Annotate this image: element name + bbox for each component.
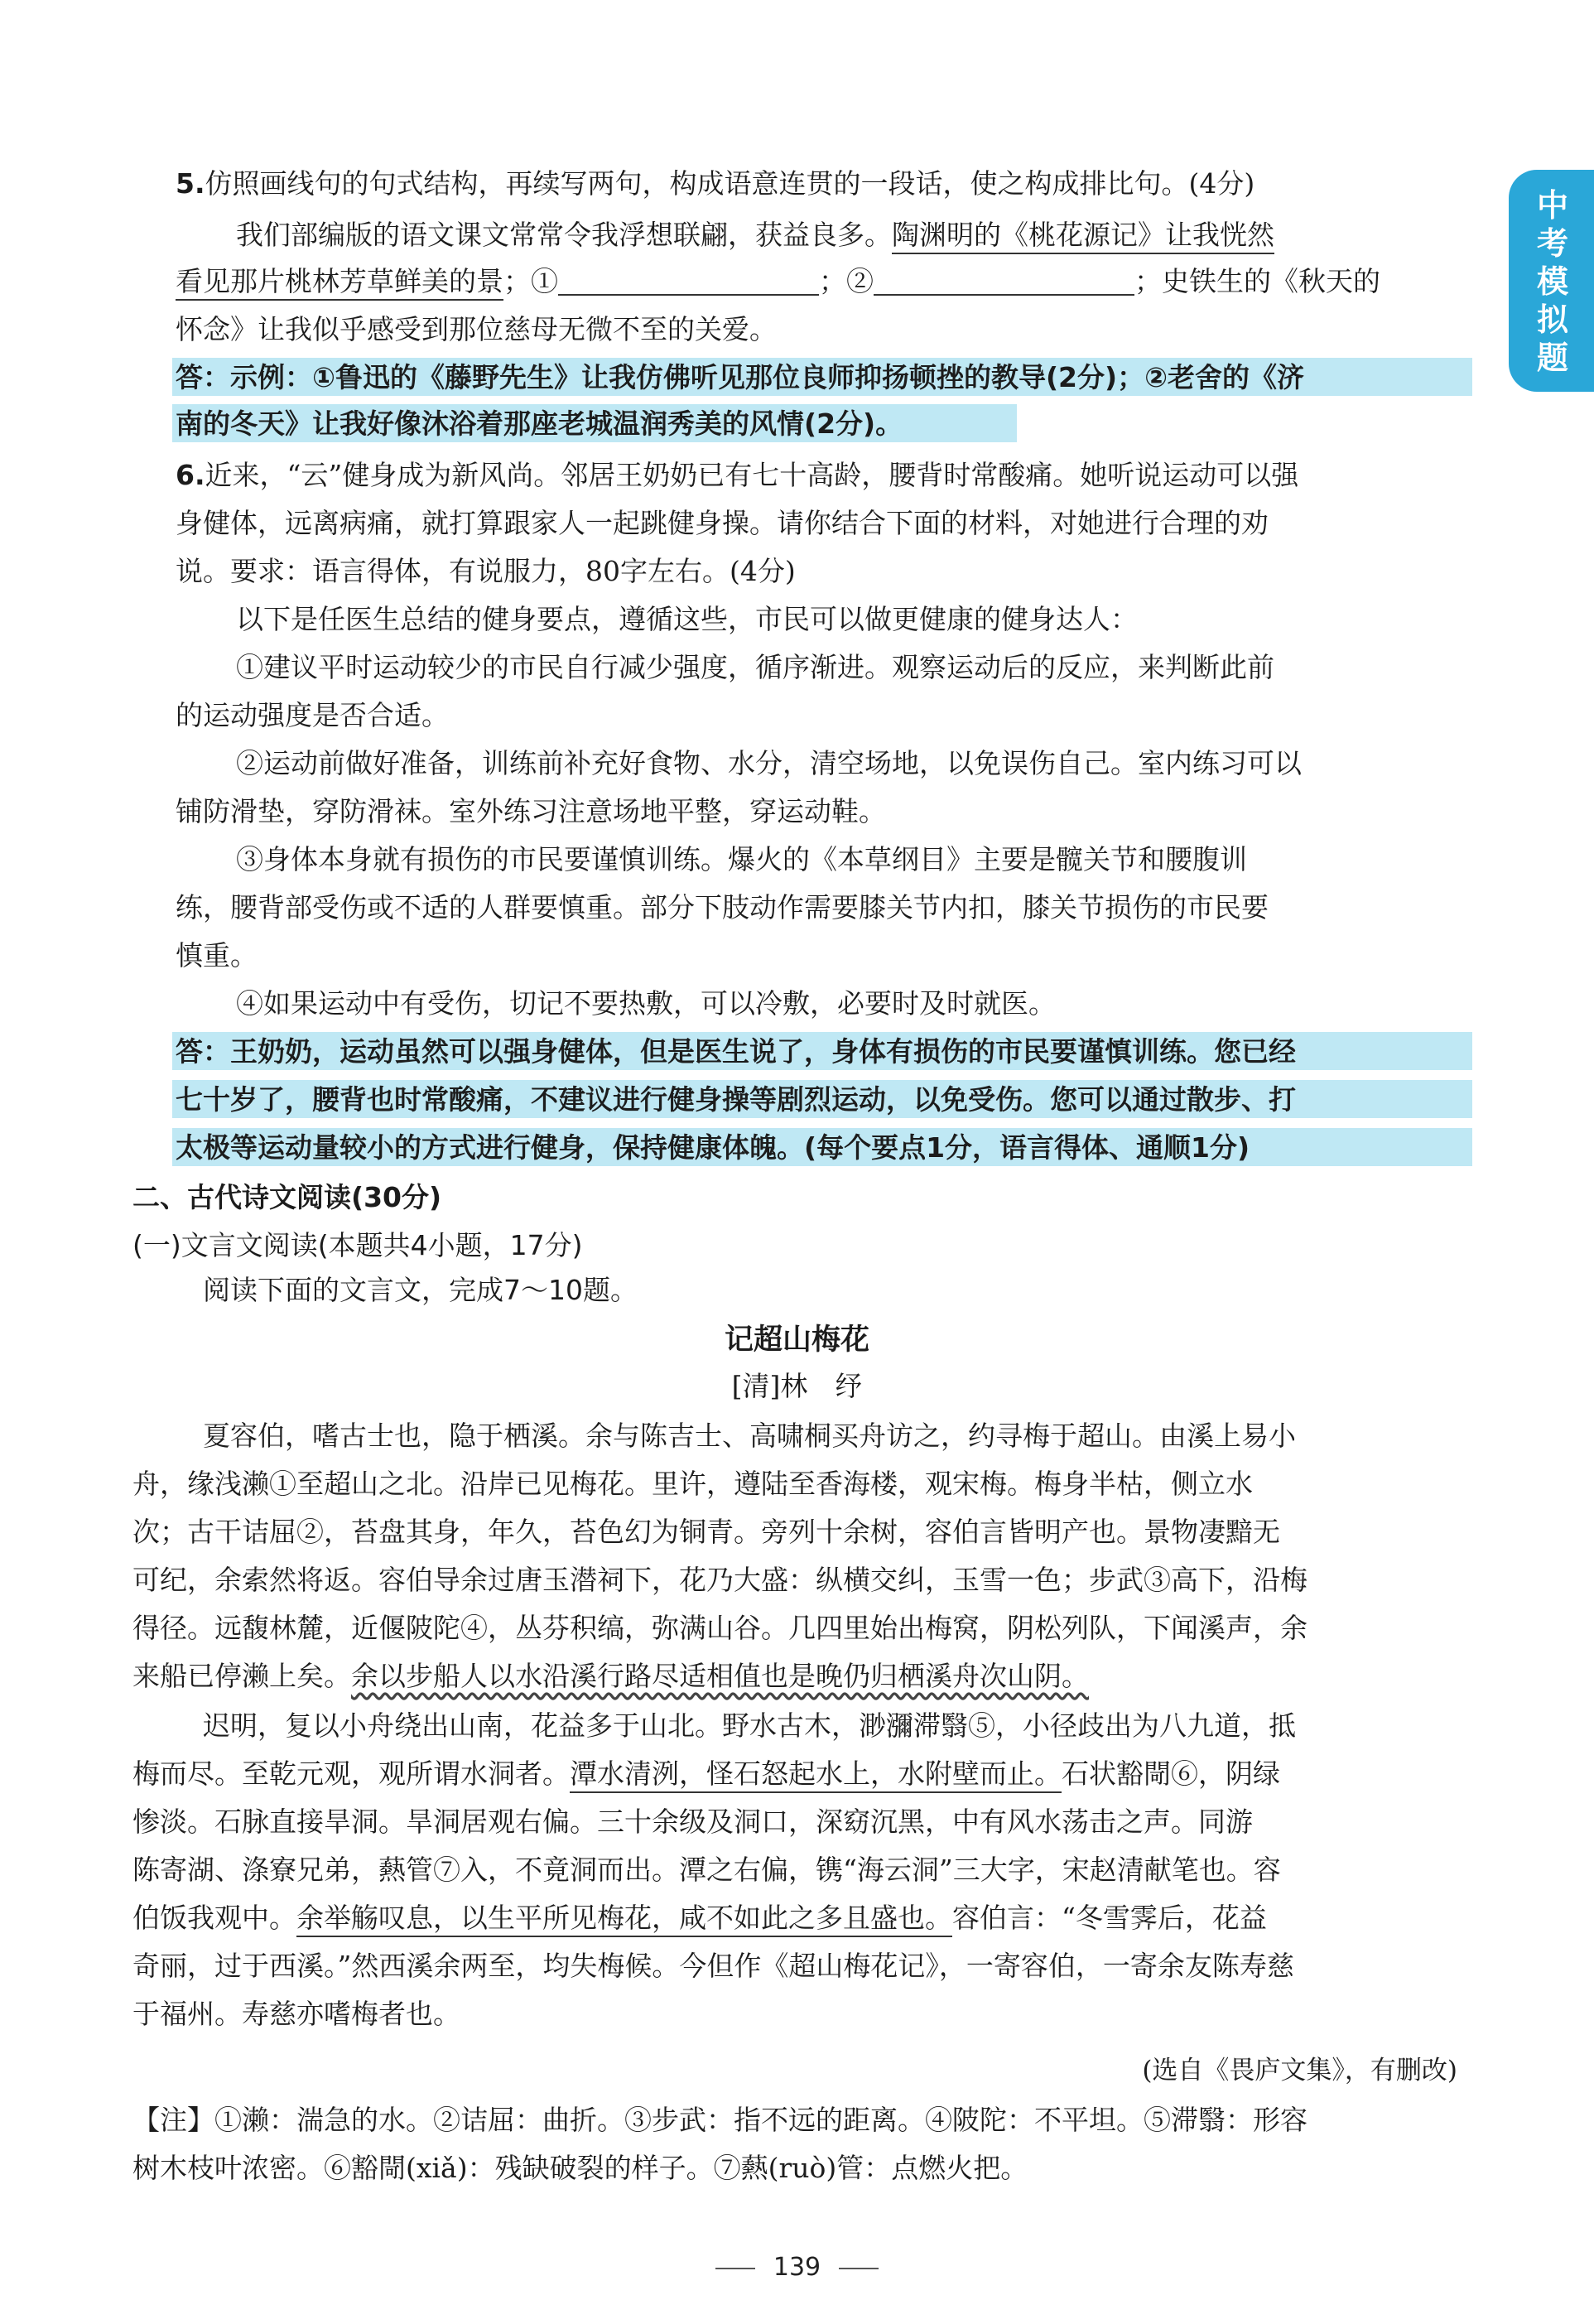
passage-p2-l6: 奇丽，过于西溪。”然西溪余两至，均失梅候。今但作《超山梅花记》，一寄容伯，一寄余友陈寿慈: [132, 1950, 1294, 1982]
q5-body1: 我们部编版的语文课文常常令我浮想联翩，获益良多。: [236, 219, 892, 251]
q6-line2: 身健体，远离病痛，就打算跟家人一起跳健身操。请你结合下面的材料，对她进行合理的劝: [176, 507, 1269, 539]
passage-p2-l5c: 容伯言：“冬雪霁后，花益: [952, 1902, 1267, 1934]
passage-p2-l7: 于福州。寿慈亦嗜梅者也。: [132, 1998, 460, 2030]
q5-answer-line1: 答：示例：①鲁迅的《藤野先生》让我仿佛听见那位良师抑扬顿挫的教导(2分)；②老舍的《济: [176, 361, 1305, 393]
page-number-dash-right: [839, 2268, 879, 2269]
section2-instruction: 阅读下面的文言文，完成7～10题。: [203, 1274, 638, 1306]
passage-p2-l2: [132, 1753, 1280, 1796]
q6-material-1a: ①建议平时运动较少的市民自行减少强度，循序渐进。观察运动后的反应，来判断此前: [236, 651, 1274, 683]
passage-p2-l5: [132, 1897, 1267, 1940]
q6-material-3c: 慎重。: [176, 939, 258, 972]
passage-p2-underlined-2: 余举觞叹息，以生平所见梅花，咸不如此之多且盛也。: [296, 1902, 952, 1937]
passage-p2-l3: 惨淡。石脉直接旱洞。旱洞居观右偏。三十余级及洞口，深窈沉黑，中有风水荡击之声。同游: [132, 1806, 1253, 1838]
q6-line3: 说。要求：语言得体，有说服力，80字左右。(4分): [176, 555, 796, 587]
passage-p1-l5: 得径。远馥林麓，近偃陂陀④，丛芬积缟，弥满山谷。几四里始出梅窝，阴松列队，下闻溪声，余: [132, 1612, 1307, 1644]
q6-line1: [176, 454, 1298, 497]
side-tab-char: 考: [1536, 225, 1568, 262]
page-number: [0, 2253, 1594, 2282]
q6-answer-line1: 答：王奶奶，运动虽然可以强身健体，但是医生说了，身体有损伤的市民要谨慎训练。您已经: [176, 1035, 1296, 1068]
notes-line2: 树木枝叶浓密。⑥豁閜(xiǎ)：残缺破裂的样子。⑦爇(ruò)管：点燃火把。: [132, 2152, 1028, 2184]
passage-p2-underlined-1: 潭水清洌，怪石怒起水上，水附壁而止。: [570, 1757, 1062, 1793]
passage-source: (选自《畏庐文集》，有删改): [1142, 2056, 1457, 2085]
q6-material-intro: 以下是任医生总结的健身要点，遵循这些，市民可以做更健康的健身达人：: [236, 603, 1138, 635]
q6-answer-line2: 七十岁了，腰背也时常酸痛，不建议进行健身操等剧烈运动，以免受伤。您可以通过散步、打: [176, 1083, 1296, 1116]
passage-title: 记超山梅花: [724, 1324, 869, 1357]
passage-p2-l5a: 伯饭我观中。: [132, 1902, 296, 1934]
passage-p2-l4: 陈寄湖、涤寮兄弟，爇管⑦入，不竟洞而出。潭之右偏，镌“海云洞”三大字，宋赵清献笔也。容: [132, 1854, 1281, 1886]
q5-body-line3: 怀念》让我似乎感受到那位慈母无微不至的关爱。: [176, 313, 777, 345]
passage-p2-l2a: 梅而尽。至乾元观，观所谓水洞者。: [132, 1757, 570, 1790]
side-tab-char: 题: [1536, 340, 1568, 376]
q6-material-4: ④如果运动中有受伤，切记不要热敷，可以冷敷，必要时及时就医。: [236, 987, 1056, 1020]
passage-p2-l1: 迟明，复以小舟绕出山南，花益多于山北。野水古木，渺瀰滞翳⑤，小径歧出为八九道，抵: [203, 1709, 1296, 1742]
passage-p1-l4: 可纪，余索然将返。容伯导余过唐玉潜祠下，花乃大盛：纵横交纠，玉雪一色；步武③高下，沿梅: [132, 1564, 1307, 1596]
section2-heading: 二、古代诗文阅读(30分): [132, 1181, 442, 1213]
q5-body1-underlined: 陶渊明的《桃花源记》让我恍然: [892, 219, 1274, 254]
q5-prompt: 仿照画线句的句式结构，再续写两句，构成语意连贯的一段话，使之构成排比句。(4分): [205, 167, 1255, 200]
q5-number: 5.: [176, 167, 205, 200]
passage-p1-l1: 夏容伯，嗜古士也，隐于栖溪。余与陈吉士、高啸桐买舟访之，约寻梅于超山。由溪上易小: [203, 1420, 1296, 1452]
q6-answer-line3: 太极等运动量较小的方式进行健身，保持健康体魄。(每个要点1分，语言得体、通顺1分): [176, 1131, 1250, 1164]
q6-material-3b: 练，腰背部受伤或不适的人群要慎重。部分下肢动作需要膝关节内扣，膝关节损伤的市民要: [176, 891, 1269, 923]
q5-body2-end: ；史铁生的《秋天的: [1134, 265, 1380, 297]
q6-number: 6.: [176, 459, 205, 491]
side-tab-char: 中: [1536, 187, 1568, 224]
passage-author: [清]林 纾: [731, 1370, 863, 1402]
q5-blank1-label: ；①: [503, 265, 558, 297]
passage-p1-wavy-sentence: 余以步船人以水沿溪行路尽适相值也是晚仍归栖溪舟次山阴。: [351, 1660, 1089, 1692]
page-number-dash-left: [715, 2268, 755, 2269]
passage-p2-l2c: 石状豁閜⑥，阴绿: [1062, 1757, 1280, 1790]
page-number-text: 139: [773, 2253, 821, 2282]
passage-p1-l6: [132, 1655, 1089, 1698]
passage-p1-l3: 次；古干诘屈②，苔盘其身，年久，苔色幻为铜青。旁列十余树，容伯言皆明产也。景物凄黯无: [132, 1516, 1280, 1548]
q5-blank2-label: ；②: [819, 265, 874, 297]
q5-body-line2: [176, 260, 1380, 303]
q6-material-2a: ②运动前做好准备，训练前补充好食物、水分，清空场地，以免误伤自己。室内练习可以: [236, 747, 1302, 779]
section2-subheading: (一)文言文阅读(本题共4小题，17分): [132, 1229, 583, 1261]
q5-body2-underlined: 看见那片桃林芳草鲜美的景: [176, 265, 503, 301]
side-tab-char: 拟: [1536, 301, 1568, 338]
q5-blank-2[interactable]: [874, 266, 1134, 296]
q6-material-3a: ③身体本身就有损伤的市民要谨慎训练。爆火的《本草纲目》主要是髋关节和腰腹训: [236, 843, 1247, 875]
q5-answer-line2: 南的冬天》让我好像沐浴着那座老城温润秀美的风情(2分)。: [176, 407, 903, 440]
q6-material-1b: 的运动强度是否合适。: [176, 699, 449, 731]
passage-p1-l2: 舟，缘浅濑①至超山之北。沿岸已见梅花。里许，遵陆至香海楼，观宋梅。梅身半枯，侧立水: [132, 1468, 1253, 1500]
side-tab: [1509, 170, 1594, 392]
q6-material-2b: 铺防滑垫，穿防滑袜。室外练习注意场地平整，穿运动鞋。: [176, 795, 886, 827]
notes-line1: 【注】①濑：湍急的水。②诘屈：曲折。③步武：指不远的距离。④陂陀：不平坦。⑤滞翳：形容: [132, 2104, 1307, 2136]
side-tab-text: [1534, 186, 1572, 377]
passage-p1-l6a: 来船已停濑上矣。: [132, 1660, 351, 1692]
side-tab-char: 模: [1536, 263, 1568, 300]
q6-text1: 近来，“云”健身成为新风尚。邻居王奶奶已有七十高龄，腰背时常酸痛。她听说运动可以强: [205, 459, 1299, 491]
q5-body-line1: [236, 214, 1274, 257]
q5-blank-1[interactable]: [558, 266, 819, 296]
q5-prompt-line: [176, 162, 1254, 205]
